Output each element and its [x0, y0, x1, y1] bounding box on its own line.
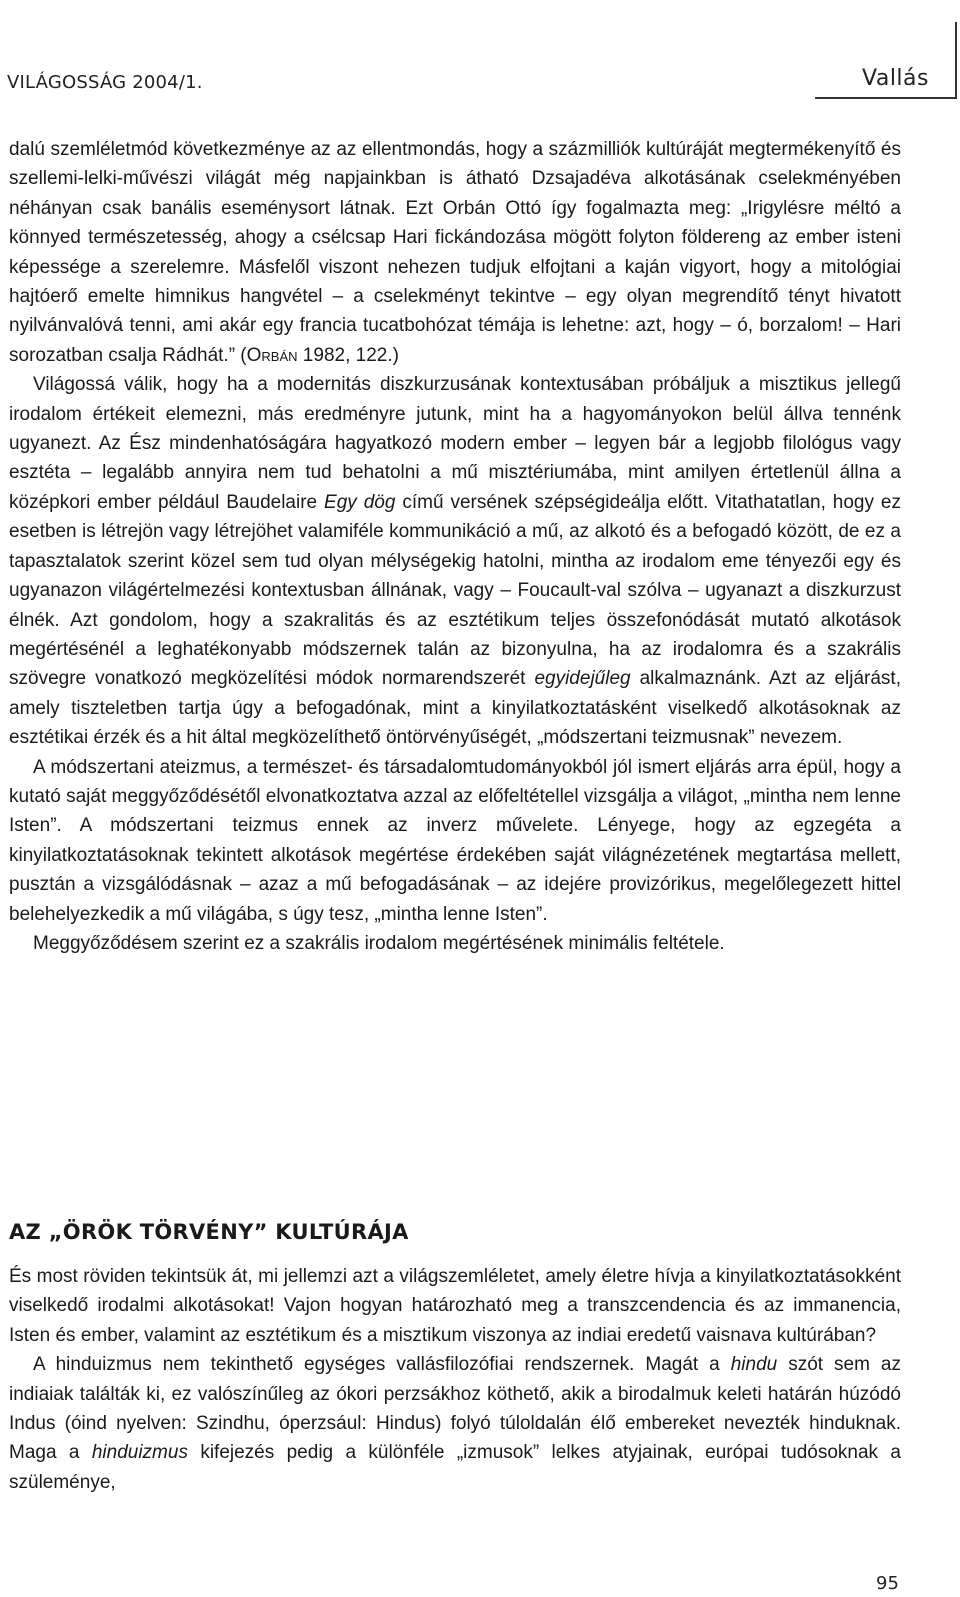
- header-rule-horizontal: [815, 97, 957, 99]
- section-body: [9, 1262, 901, 1497]
- paragraph-2-text-c: alkalmaznánk. Azt az eljárást, amely tiszteletben tartja úgy a befogadónak, mint a kinyilatkoztatásként viselkedő alkotásoknak az esztétikai érzék és a hit által megközelíthető öntörvényűségét, „módszertani teizmusnak” nevezem.: [9, 668, 901, 749]
- header-rule-vertical: [955, 22, 957, 98]
- citation-year: 1982, 122.): [297, 344, 399, 366]
- section-title: Vallás: [862, 66, 929, 91]
- paragraph-4: Meggyőződésem szerint ez a szakrális irodalom megértésének minimális feltétele.: [33, 932, 725, 954]
- paragraph-1-text: dalú szemléletmód következménye az az ellentmondás, hogy a százmilliók kultúráját megtermékenyítő és szellemi-lelki-művészi világát még napjainkban is átható Dzsajadéva alkotásának cselekményében néhányan csak banális eseménysort látnak. Ezt Orbán Ottó így fogalmazta meg: „Irigylésre méltó a könnyed természetesség, ahogy a csélcsap Hari fickándozása mögött folyton földereng az ember isteni képessége a szerelemre. Másfelől viszont nehezen tudjuk elfojtani a kaján vigyort, hogy a mitológiai hajtóerő emelte himnikus hangvétel – a cselekményt tekintve – egy olyan megrendítő tényt hivatott nyilvánvalóvá tenni, ami akár egy francia tucatbohózat témája is lehetne: azt, hogy – ó, borzalom! – Hari sorozatban csalja Rádhát.” (: [9, 139, 901, 366]
- italic-hindu: hindu: [730, 1354, 778, 1376]
- section-paragraph-2: [9, 1350, 901, 1497]
- page-number: 95: [876, 1573, 899, 1594]
- section-paragraph-1: És most röviden tekintsük át, mi jellemzi azt a világszemléletet, amely életre hívja a kinyilatkoztatásokként viselkedő irodalmi alkotásokat! Vajon hogyan határozható meg a transzcendencia és az immanencia, Isten és ember, valamint az esztétikum és a misztikum viszonya az indiai eredetű vaisnava kultúrában?: [9, 1266, 901, 1346]
- paragraph-1: [9, 135, 901, 370]
- italic-hinduizmus: hinduizmus: [91, 1442, 188, 1464]
- italic-term: egyidejűleg: [534, 668, 631, 690]
- section-heading: AZ „ÖRÖK TÖRVÉNY” KULTÚRÁJA: [9, 1220, 409, 1244]
- paragraph-3: A módszertani ateizmus, a természet- és társadalomtudományokból jól ismert eljárás arra épül, hogy a kutató saját meggyőződésétől elvonatkoztatva azzal az előfeltétellel vizsgálja a világot, „mintha nem lenne Isten”. A módszertani teizmus ennek az inverz művelete. Lényege, hogy az egzegéta a kinyilatkoztatásoknak tekintett alkotások megértése érdekében saját világnézetének megtartása mellett, pusztán a vizsgálódásnak – azaz a mű befogadásának – az idejére provizórikus, megelőlegezett hittel belehelyezkedik a mű világába, s úgy tesz, „mintha lenne Isten”.: [9, 756, 901, 925]
- body-text: [9, 135, 901, 958]
- section-paragraph-2-text-a: A hinduizmus nem tekinthető egységes vallásfilozófiai rendszernek. Magát a: [33, 1354, 731, 1376]
- italic-poem-title: Egy dög: [324, 491, 396, 513]
- paragraph-2-text-a: Világossá válik, hogy ha a modernitás diszkurzusának kontextusában próbáljuk a misztikus jellegű irodalom értékeit elemezni, más eredményre jutunk, mint ha a hagyományokon belül állva tennénk ugyanezt. Az Ész mindenhatóságára hagyatkozó modern ember – legyen bár a legjobb filológus vagy esztéta – legalább annyira nem tud behatolni a mű misztériumába, mint amilyen értetlenül állna a középkori ember például Baudelaire: [9, 374, 901, 513]
- paragraph-2: [9, 370, 901, 752]
- paragraph-2-text-b: című versének szépségideálja előtt. Vitathatatlan, hogy ez esetben is létrejön vagy létrejöhet valamiféle kommunikáció a mű, az alkotó és a befogadó között, de ez a tapasztalatok szerint közel sem tud olyan mélységekig hatolni, mintha az irodalom eme tényezői egy és ugyanazon világértelmezési kontextusban állnának, vagy – Foucault-val szólva – ugyanazt a diszkurzust élnék. Azt gondolom, hogy a szakralitás és az esztétikum teljes összefonódását mutató alkotások megértésénél a leghatékonyabb módszernek talán az bizonyulna, ha az irodalomra és a szakrális szövegre vonatkozó megközelítési módok normarendszerét: [9, 491, 901, 690]
- journal-issue: VILÁGOSSÁG 2004/1.: [7, 72, 203, 93]
- section-paragraph-2-text-c: kifejezés pedig a különféle „izmusok” lelkes atyjainak, európai tudósoknak a szüleménye,: [9, 1442, 901, 1493]
- citation-author: Orbán: [246, 344, 298, 366]
- section-paragraph-2-text-b: szót sem az indiaiak találták ki, ez valószínűleg az ókori perzsákhoz köthető, akik a birodalmuk keleti határán húzódó Indus (óind nyelven: Szindhu, óperzsául: Hindus) folyó túloldalán élő embereket nevezték hinduknak. Maga a: [9, 1354, 901, 1464]
